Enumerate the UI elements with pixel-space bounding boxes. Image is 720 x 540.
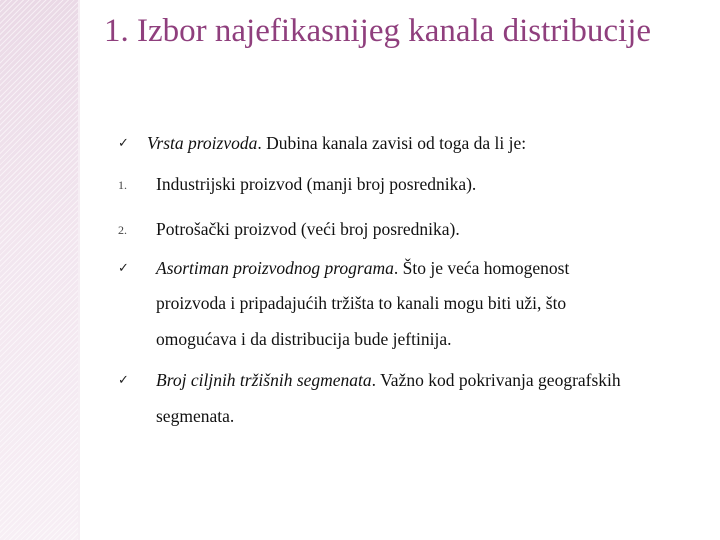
decorative-side-band — [0, 0, 78, 540]
check-icon: ✓ — [118, 136, 129, 151]
bullet-line — [156, 370, 621, 391]
side-band-edge — [78, 0, 80, 540]
bullet-continuation: omogućava i da distribucija bude jeftinija. — [156, 329, 452, 349]
item-number: 2. — [118, 223, 127, 237]
bullet-italic: Asortiman proizvodnog programa — [156, 258, 394, 278]
check-icon: ✓ — [118, 373, 129, 388]
list-item: Potrošački proizvod (veći broj posrednika). — [156, 219, 460, 239]
list-item: Industrijski proizvod (manji broj posrednika). — [156, 174, 477, 194]
bullet-line — [156, 258, 569, 279]
slide-title: 1. Izbor najefikasnijeg kanala distribucije — [104, 13, 652, 49]
check-icon: ✓ — [118, 261, 129, 276]
intro-rest: . Dubina kanala zavisi od toga da li je: — [257, 133, 527, 153]
intro-italic: Vrsta proizvoda — [147, 133, 258, 153]
bullet-continuation: proizvoda i pripadajućih tržišta to kanali mogu biti uži, što — [156, 293, 567, 313]
item-number: 1. — [118, 178, 127, 192]
intro-line — [147, 133, 526, 154]
bullet-continuation: segmenata. — [156, 406, 235, 426]
bullet-rest: . Važno kod pokrivanja geografskih — [371, 370, 621, 390]
bullet-rest: . Što je veća homogenost — [393, 258, 570, 278]
bullet-italic: Broj ciljnih tržišnih segmenata — [156, 370, 372, 390]
